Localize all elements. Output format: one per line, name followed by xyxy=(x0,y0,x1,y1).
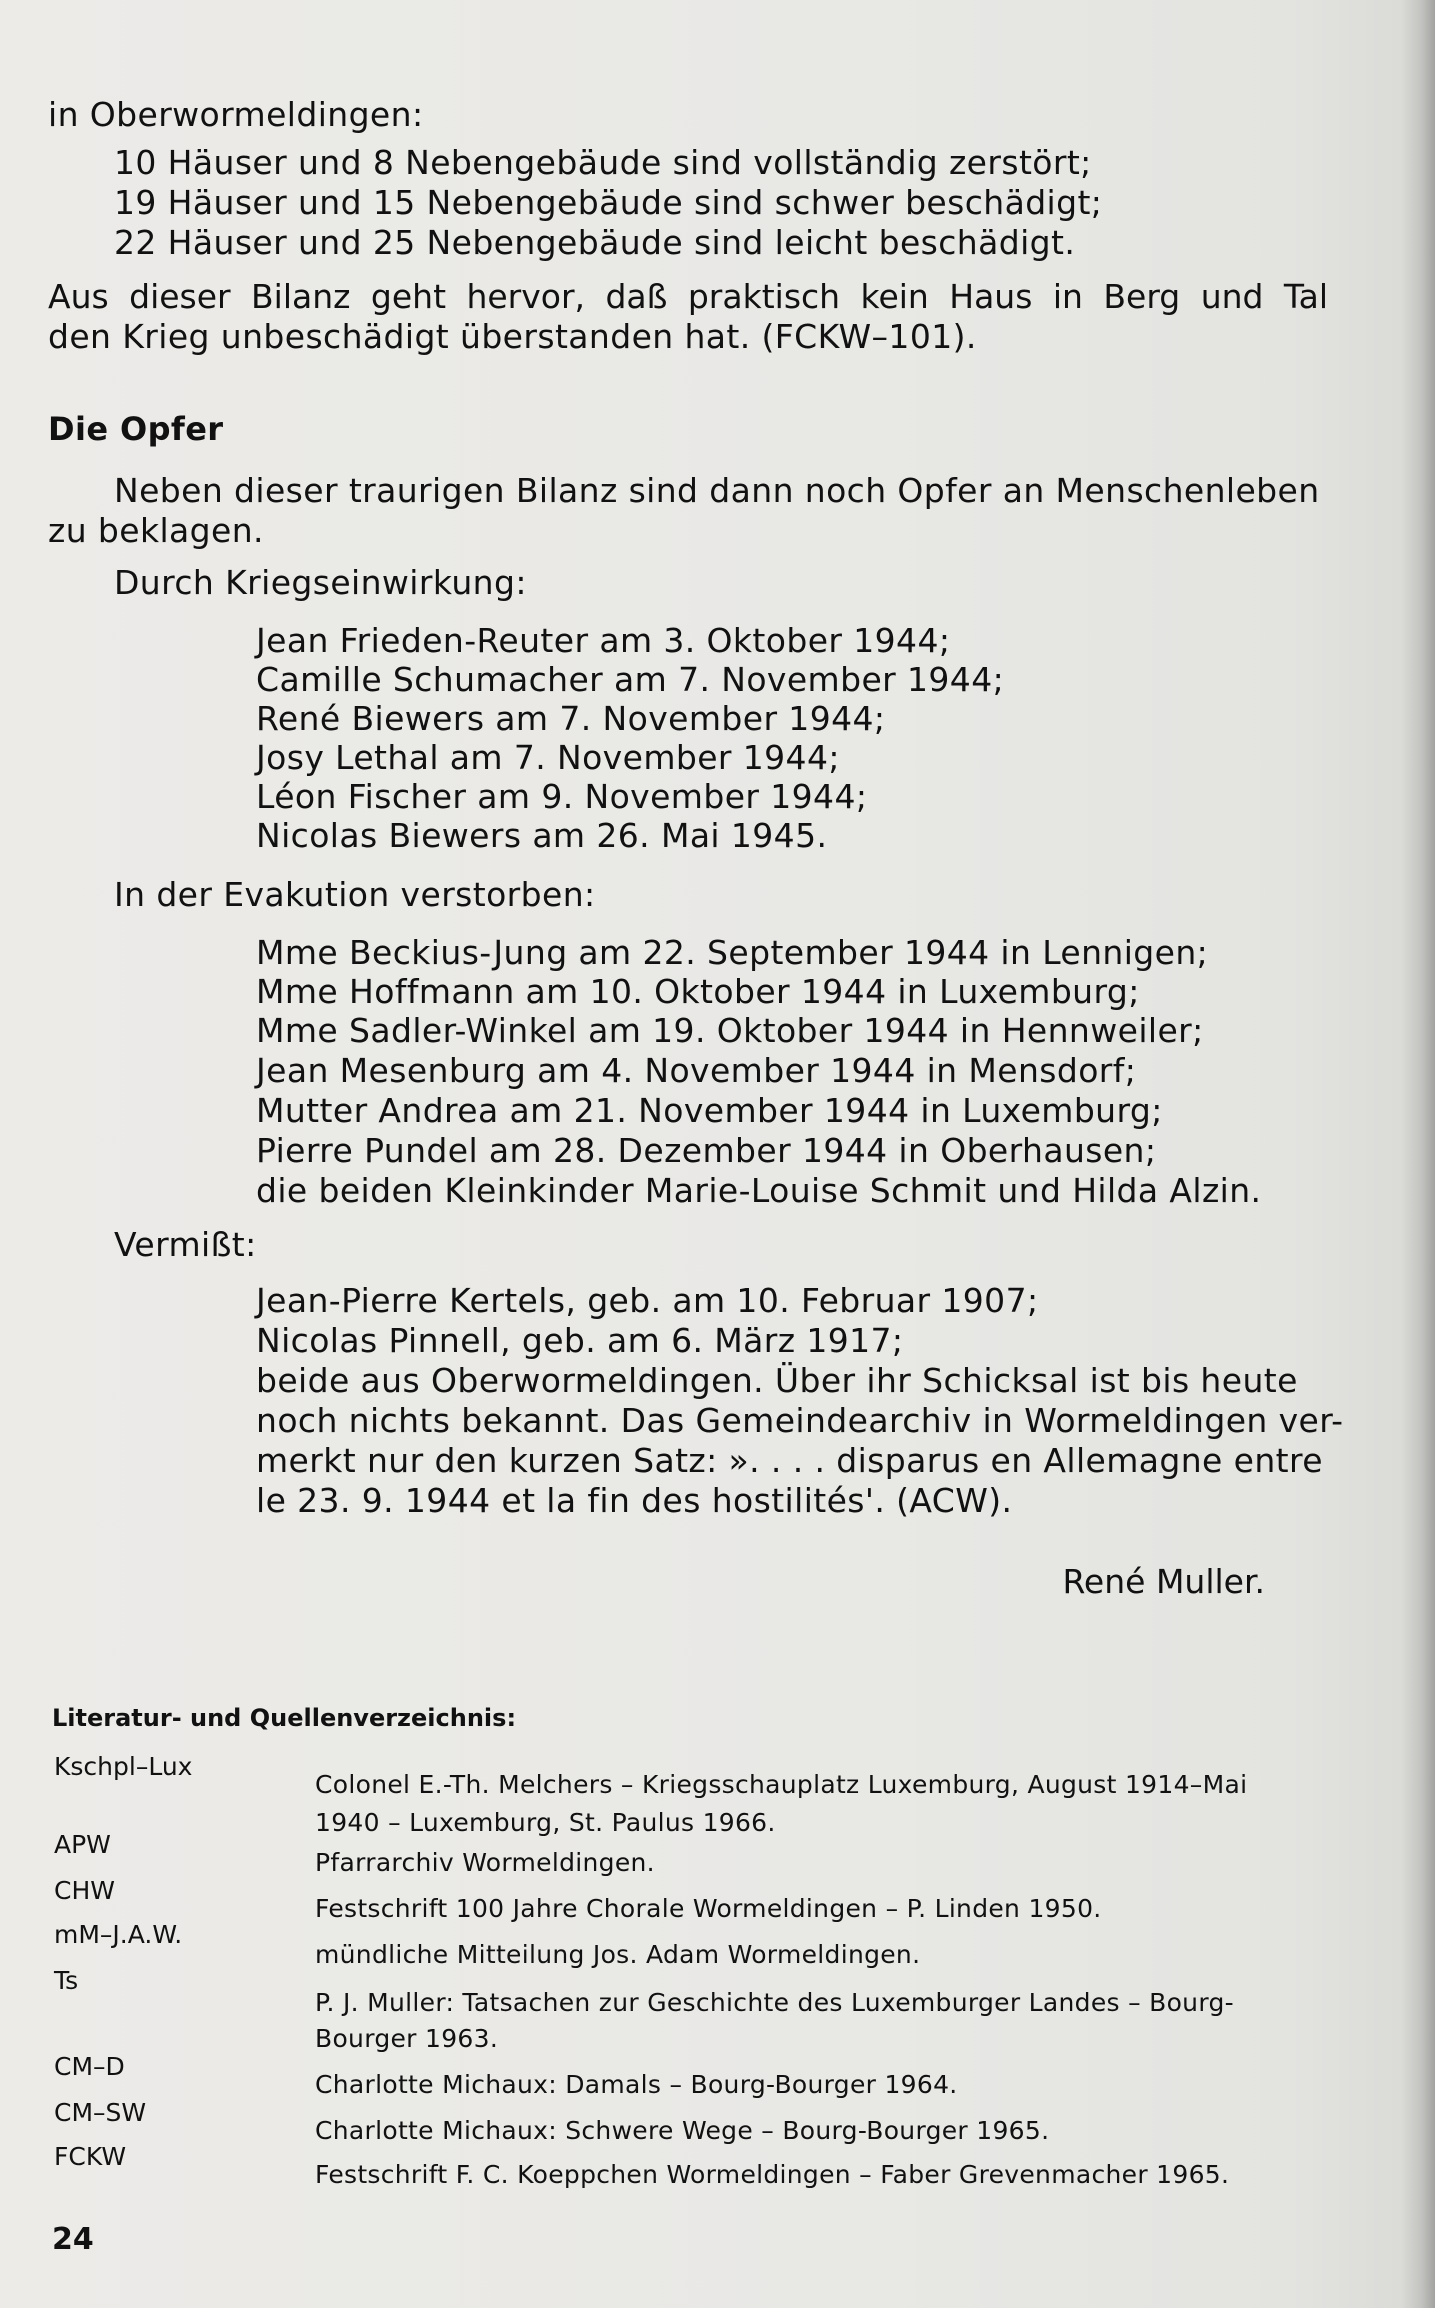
summary-line: den Krieg unbeschädigt überstanden hat. (FCKW–101). xyxy=(48,317,977,356)
damage-line: 10 Häuser und 8 Nebengebäude sind vollständig zerstört; xyxy=(114,143,1092,182)
victim-entry: René Biewers am 7. November 1944; xyxy=(256,699,886,738)
literature-text: mündliche Mitteilung Jos. Adam Wormeldingen. xyxy=(315,1940,921,1969)
vermisst-entry: merkt nur den kurzen Satz: ». . . . disparus en Allemagne entre xyxy=(256,1441,1323,1480)
victim-entry: Josy Lethal am 7. November 1944; xyxy=(256,738,840,777)
literature-abbr: FCKW xyxy=(54,2142,127,2171)
literature-text: Festschrift F. C. Koeppchen Wormeldingen – Faber Grevenmacher 1965. xyxy=(315,2160,1230,2189)
page-edge-shadow xyxy=(1401,0,1435,2308)
vermisst-entry: beide aus Oberwormeldingen. Über ihr Schicksal ist bis heute xyxy=(256,1361,1298,1400)
evakution-entry: Mme Sadler-Winkel am 19. Oktober 1944 in Hennweiler; xyxy=(256,1011,1204,1050)
intro-line: in Oberwormeldingen: xyxy=(48,95,424,134)
literature-abbr: mM–J.A.W. xyxy=(54,1920,183,1949)
section-title: Die Opfer xyxy=(48,410,224,448)
evakution-entry: Mme Beckius-Jung am 22. September 1944 in Lennigen; xyxy=(256,933,1209,972)
damage-line: 22 Häuser und 25 Nebengebäude sind leicht beschädigt. xyxy=(114,223,1076,262)
literature-abbr: CM–SW xyxy=(54,2098,147,2127)
evakution-entry: Mme Hoffmann am 10. Oktober 1944 in Luxemburg; xyxy=(256,972,1140,1011)
author-signature: René Muller. xyxy=(1062,1562,1265,1601)
page-number: 24 xyxy=(52,2222,94,2257)
victim-entry: Nicolas Biewers am 26. Mai 1945. xyxy=(256,816,828,855)
vermisst-entry: le 23. 9. 1944 et la fin des hostilités'. (ACW). xyxy=(256,1481,1013,1520)
literature-abbr: APW xyxy=(54,1830,111,1859)
literature-text: P. J. Muller: Tatsachen zur Geschichte des Luxemburger Landes – Bourg- xyxy=(315,1988,1234,2017)
literature-abbr: CHW xyxy=(54,1876,115,1905)
evakution-entry: Pierre Pundel am 28. Dezember 1944 in Oberhausen; xyxy=(256,1131,1157,1170)
summary-line: Aus dieser Bilanz geht hervor, daß praktisch kein Haus in Berg und Tal xyxy=(48,277,1328,316)
kriegseinwirkung-label: Durch Kriegseinwirkung: xyxy=(114,563,527,602)
victim-entry: Camille Schumacher am 7. November 1944; xyxy=(256,660,1005,699)
vermisst-entry: Nicolas Pinnell, geb. am 6. März 1917; xyxy=(256,1321,904,1360)
vermisst-entry: Jean-Pierre Kertels, geb. am 10. Februar 1907; xyxy=(256,1281,1039,1320)
literature-abbr: Ts xyxy=(54,1966,79,1995)
literature-text: Bourger 1963. xyxy=(315,2024,499,2053)
opfer-intro-line: Neben dieser traurigen Bilanz sind dann noch Opfer an Menschenleben xyxy=(114,471,1320,510)
literature-text: Charlotte Michaux: Schwere Wege – Bourg-Bourger 1965. xyxy=(315,2116,1050,2145)
evakution-entry: Jean Mesenburg am 4. November 1944 in Mensdorf; xyxy=(256,1051,1137,1090)
literature-abbr: CM–D xyxy=(54,2052,125,2081)
literature-abbr: Kschpl–Lux xyxy=(54,1752,193,1781)
literature-text: Festschrift 100 Jahre Chorale Wormeldingen – P. Linden 1950. xyxy=(315,1894,1102,1923)
literature-text: 1940 – Luxemburg, St. Paulus 1966. xyxy=(315,1808,776,1837)
evakution-entry: die beiden Kleinkinder Marie-Louise Schmit und Hilda Alzin. xyxy=(256,1171,1262,1210)
victim-entry: Jean Frieden-Reuter am 3. Oktober 1944; xyxy=(256,621,951,660)
opfer-intro-line: zu beklagen. xyxy=(48,511,264,550)
literature-text: Colonel E.-Th. Melchers – Kriegsschauplatz Luxemburg, August 1914–Mai xyxy=(315,1770,1248,1799)
literature-title: Literatur- und Quellenverzeichnis: xyxy=(52,1704,517,1732)
victim-entry: Léon Fischer am 9. November 1944; xyxy=(256,777,868,816)
damage-line: 19 Häuser und 15 Nebengebäude sind schwer beschädigt; xyxy=(114,183,1103,222)
literature-text: Pfarrarchiv Wormeldingen. xyxy=(315,1848,655,1877)
vermisst-entry: noch nichts bekannt. Das Gemeindearchiv in Wormeldingen ver- xyxy=(256,1401,1344,1440)
evakution-entry: Mutter Andrea am 21. November 1944 in Luxemburg; xyxy=(256,1091,1163,1130)
evakution-label: In der Evakution verstorben: xyxy=(114,875,596,914)
literature-text: Charlotte Michaux: Damals – Bourg-Bourger 1964. xyxy=(315,2070,958,2099)
vermisst-label: Vermißt: xyxy=(114,1225,257,1264)
